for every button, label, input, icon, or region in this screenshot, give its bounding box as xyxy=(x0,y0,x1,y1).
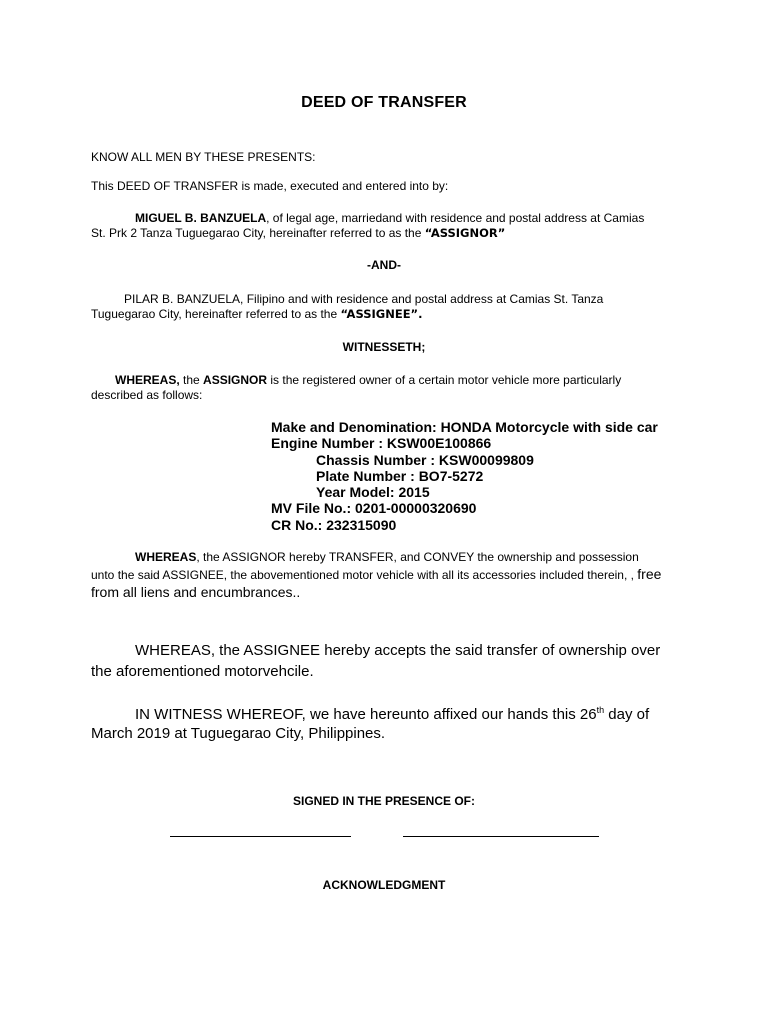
assignor-label: “ASSIGNOR” xyxy=(424,226,506,240)
witness-line-1-a: IN WITNESS WHEREOF, we have hereunto affixed our hands this 26 xyxy=(135,706,597,723)
intro-line: This DEED OF TRANSFER is made, executed and entered into by: xyxy=(91,179,449,193)
witness-line-1 xyxy=(135,706,649,723)
whereas-1-keyword: WHEREAS, xyxy=(115,373,180,387)
assignor-line-2 xyxy=(91,226,505,241)
whereas-1-line-1 xyxy=(115,373,621,388)
whereas-2-line-1 xyxy=(135,550,639,565)
and-separator: -AND- xyxy=(367,258,401,272)
vehicle-engine-number: Engine Number : KSW00E100866 xyxy=(271,435,492,451)
whereas-1-assignor: ASSIGNOR xyxy=(203,373,268,387)
vehicle-mv-file: MV File No.: 0201-00000320690 xyxy=(271,500,477,516)
document-title: DEED OF TRANSFER xyxy=(301,94,467,111)
assignee-line-2 xyxy=(91,307,422,322)
assignor-line-1-rest: , of legal age, marriedand with residence and postal address at Camias xyxy=(266,211,645,225)
witnesseth-heading: WITNESSETH; xyxy=(342,340,426,354)
know-all-line: KNOW ALL MEN BY THESE PRESENTS: xyxy=(91,150,316,164)
assignee-label: “ASSIGNEE”. xyxy=(340,307,423,321)
whereas-3-line-1: WHEREAS, the ASSIGNEE hereby accepts the said transfer of ownership over xyxy=(135,642,661,659)
signature-line-left xyxy=(170,836,351,837)
whereas-1-line-2: described as follows: xyxy=(91,388,203,402)
whereas-2-line-2-end: free xyxy=(637,566,662,582)
whereas-2-line-2-text: unto the said ASSIGNEE, the abovementioned motor vehicle with all its accessories included therein, , xyxy=(91,568,638,582)
witness-line-1-b: day of xyxy=(604,706,650,723)
whereas-1-rest: is the registered owner of a certain motor vehicle more particularly xyxy=(267,373,622,387)
vehicle-year-model: Year Model: 2015 xyxy=(316,484,430,500)
vehicle-make: Make and Denomination: HONDA Motorcycle with side car xyxy=(271,419,658,435)
whereas-2-line-2 xyxy=(91,567,661,583)
vehicle-chassis-number: Chassis Number : KSW00099809 xyxy=(316,452,534,468)
whereas-2-keyword: WHEREAS xyxy=(135,550,197,564)
whereas-2-rest: , the ASSIGNOR hereby TRANSFER, and CONVEY the ownership and possession xyxy=(196,550,639,564)
whereas-2-line-3: from all liens and encumbrances.. xyxy=(91,584,301,600)
vehicle-cr-number: CR No.: 232315090 xyxy=(271,517,397,533)
whereas-1-the: the xyxy=(179,373,204,387)
assignee-line-2-text: Tuguegarao City, hereinafter referred to as the xyxy=(91,307,341,321)
signed-presence-heading: SIGNED IN THE PRESENCE OF: xyxy=(292,794,476,808)
witness-line-2: March 2019 at Tuguegarao City, Philippines. xyxy=(91,725,386,742)
vehicle-plate-number: Plate Number : BO7-5272 xyxy=(316,468,484,484)
assignor-line-1 xyxy=(135,211,644,226)
acknowledgment-heading: ACKNOWLEDGMENT xyxy=(322,878,446,892)
signature-line-right xyxy=(403,836,599,837)
whereas-3-line-2: the aforementioned motorvehcile. xyxy=(91,663,314,680)
assignor-name: MIGUEL B. BANZUELA xyxy=(135,211,267,225)
assignor-line-2-text: St. Prk 2 Tanza Tuguegarao City, hereinafter referred to as the xyxy=(91,226,425,240)
assignee-line-1: PILAR B. BANZUELA, Filipino and with residence and postal address at Camias St. Tanza xyxy=(124,292,604,306)
witness-day-suffix: th xyxy=(596,705,605,715)
